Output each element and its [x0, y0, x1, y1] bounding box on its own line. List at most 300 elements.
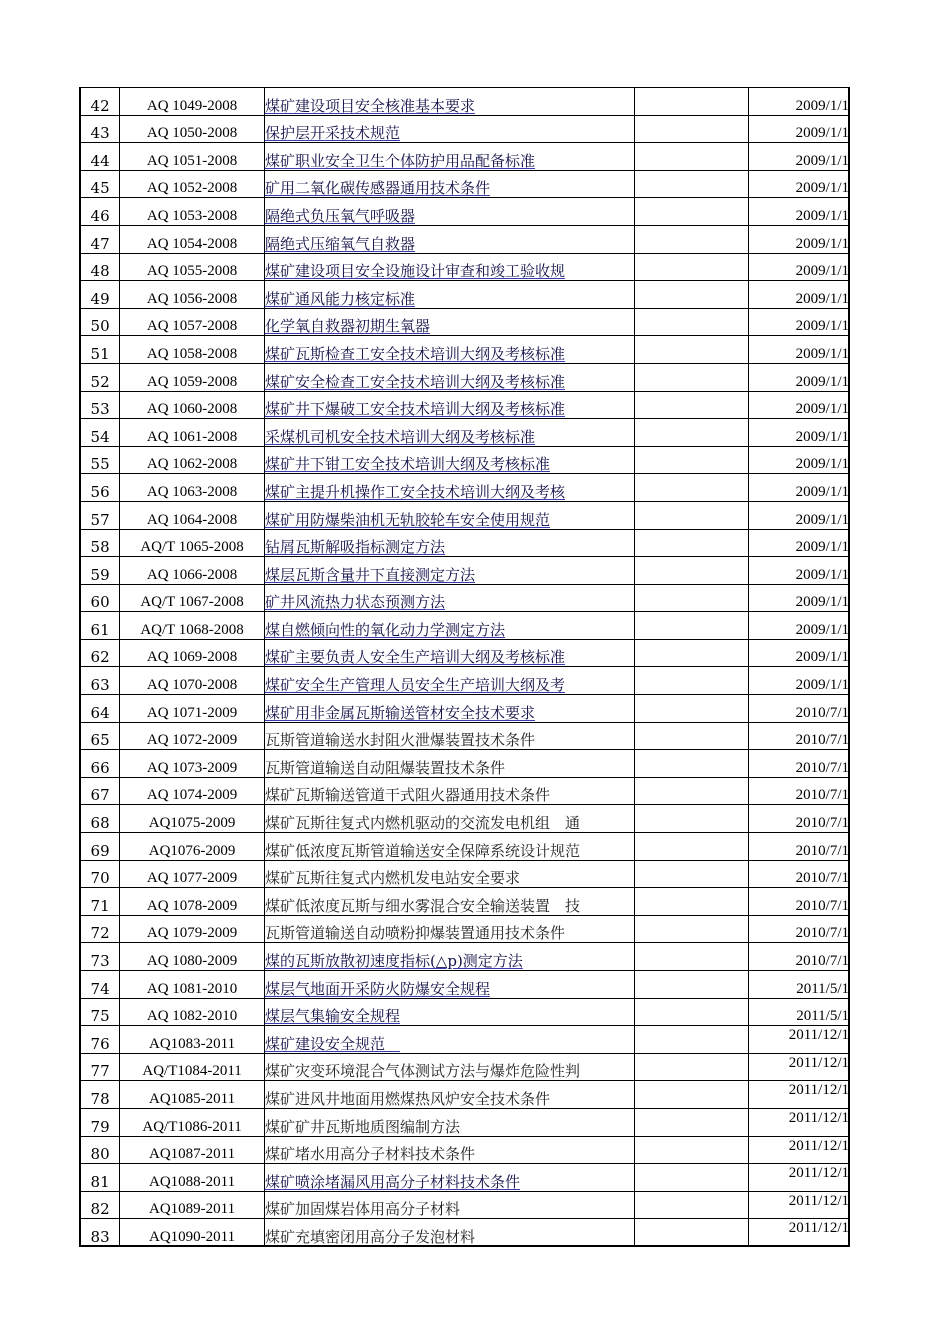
standard-code-cell-text: AQ/T 1068-2008: [140, 621, 244, 638]
row-number-cell-text: 63: [90, 676, 110, 695]
standard-name-cell: [264, 1108, 634, 1136]
standard-code-cell-text: AQ 1050-2008: [146, 125, 238, 142]
effective-date-cell: [749, 474, 850, 502]
row-number-cell-text: 65: [90, 731, 110, 750]
standard-name-link[interactable]: [264, 501, 634, 529]
effective-date-cell: [749, 446, 850, 474]
table-row: [81, 1108, 850, 1136]
standard-name-cell: [264, 1136, 634, 1164]
effective-date-cell: [749, 391, 850, 419]
standards-table: [80, 87, 850, 1247]
standard-code-cell-text: AQ 1066-2008: [146, 566, 238, 583]
empty-cell: [634, 225, 749, 253]
standard-name-link[interactable]: [264, 695, 634, 723]
standard-name-cell: [264, 915, 634, 943]
table-row: [81, 363, 850, 391]
table-row: [81, 750, 850, 778]
standard-name-link[interactable]: [264, 971, 634, 999]
row-number-cell: [81, 198, 120, 226]
effective-date-cell: [749, 860, 850, 888]
row-number-cell: [81, 639, 120, 667]
table-row: [81, 833, 850, 861]
effective-date-cell-text: 2011/12/1: [788, 1192, 849, 1209]
empty-cell: [634, 584, 749, 612]
standard-name-link-text[interactable]: 煤的瓦斯放散初速度指标(△p)测定方法: [264, 952, 523, 970]
table-row: [81, 501, 850, 529]
standard-name-cell-text: 瓦斯管道输送水封阻火泄爆装置技术条件: [264, 731, 535, 750]
table-row: [81, 805, 850, 833]
row-number-cell: [81, 88, 120, 116]
standard-name-link[interactable]: [264, 584, 634, 612]
row-number-cell: [81, 777, 120, 805]
standard-code-cell-text: AQ/T 1065-2008: [140, 539, 244, 556]
standard-name-link-text[interactable]: 矿井风流热力状态预测方法: [264, 593, 445, 612]
standard-name-cell-text: 煤矿瓦斯往复式内燃机驱动的交流发电机组 通: [264, 814, 580, 833]
empty-cell: [634, 888, 749, 916]
row-number-cell: [81, 888, 120, 916]
standard-name-link[interactable]: [264, 115, 634, 143]
standard-code-cell: [120, 557, 265, 585]
empty-cell: [634, 1136, 749, 1164]
effective-date-cell-text: 2009/1/1: [795, 566, 849, 583]
standard-name-link[interactable]: [264, 281, 634, 309]
standard-code-cell-text: AQ1087-2011: [149, 1146, 236, 1163]
row-number-cell-text: 51: [90, 344, 110, 363]
table-row: [81, 115, 850, 143]
standard-name-cell: [264, 750, 634, 778]
standard-name-link[interactable]: [264, 557, 634, 585]
effective-date-cell: [749, 1053, 850, 1081]
effective-date-cell: [749, 971, 850, 999]
standard-name-link-text[interactable]: 保护层开采技术规范: [264, 124, 400, 143]
empty-cell: [634, 88, 749, 116]
standard-name-link-text[interactable]: 煤自燃倾向性的氧化动力学测定方法: [264, 620, 505, 639]
standard-code-cell: [120, 501, 265, 529]
table-row: [81, 998, 850, 1026]
effective-date-cell-text: 2009/1/1: [795, 401, 849, 418]
standard-code-cell: [120, 612, 265, 640]
table-row: [81, 474, 850, 502]
empty-cell: [634, 336, 749, 364]
standard-name-link-text[interactable]: 隔绝式负压氧气呼吸器: [264, 206, 415, 225]
table-row: [81, 612, 850, 640]
standard-name-link[interactable]: [264, 88, 634, 116]
table-row: [81, 419, 850, 447]
empty-cell: [634, 308, 749, 336]
effective-date-cell-text: 2009/1/1: [795, 345, 849, 362]
standard-name-link-text[interactable]: 隔绝式压缩氧气自救器: [264, 234, 415, 253]
row-number-cell-text: 47: [90, 234, 110, 253]
row-number-cell-text: 46: [90, 206, 110, 225]
table-row: [81, 915, 850, 943]
standard-code-cell-text: AQ 1054-2008: [146, 235, 238, 252]
standard-code-cell: [120, 998, 265, 1026]
standard-code-cell-text: AQ1076-2009: [148, 842, 236, 859]
row-number-cell: [81, 446, 120, 474]
standard-code-cell-text: AQ 1062-2008: [146, 456, 238, 473]
row-number-cell-text: 59: [90, 565, 110, 584]
standard-name-link-text[interactable]: 煤矿井下爆破工安全技术培训大纲及考核标准: [264, 400, 565, 419]
standard-name-cell-text: 煤矿堵水用高分子材料技术条件: [264, 1145, 475, 1164]
standard-code-cell: [120, 253, 265, 281]
row-number-cell: [81, 1108, 120, 1136]
empty-cell: [634, 115, 749, 143]
effective-date-cell: [749, 1136, 850, 1164]
row-number-cell: [81, 143, 120, 171]
standard-name-link-text[interactable]: 煤矿主要负责人安全生产培训大纲及考核标准: [264, 648, 565, 667]
standard-name-cell-text: 煤矿进风井地面用燃煤热风炉安全技术条件: [264, 1089, 550, 1108]
standard-code-cell-text: AQ 1055-2008: [146, 263, 238, 280]
empty-cell: [634, 1219, 749, 1247]
table-row: [81, 198, 850, 226]
effective-date-cell: [749, 1219, 850, 1247]
effective-date-cell: [749, 225, 850, 253]
effective-date-cell: [749, 281, 850, 309]
effective-date-cell-text: 2009/1/1: [795, 456, 849, 473]
effective-date-cell: [749, 888, 850, 916]
standard-code-cell-text: AQ 1051-2008: [146, 152, 238, 169]
row-number-cell: [81, 419, 120, 447]
standard-name-link[interactable]: [264, 943, 634, 971]
standard-name-cell: [264, 1053, 634, 1081]
row-number-cell: [81, 1053, 120, 1081]
table-row: [81, 253, 850, 281]
empty-cell: [634, 1164, 749, 1192]
standard-code-cell: [120, 1081, 265, 1109]
standard-code-cell: [120, 1191, 265, 1219]
effective-date-cell-text: 2009/1/1: [795, 125, 849, 142]
row-number-cell: [81, 363, 120, 391]
standard-name-link[interactable]: [264, 446, 634, 474]
standard-name-link[interactable]: [264, 391, 634, 419]
standard-code-cell: [120, 529, 265, 557]
standard-code-cell-text: AQ 1061-2008: [146, 428, 238, 445]
standard-name-link-text[interactable]: 煤矿主提升机操作工安全技术培训大纲及考核: [264, 482, 565, 501]
standard-name-link-text[interactable]: 煤矿用非金属瓦斯输送管材安全技术要求: [264, 703, 535, 722]
effective-date-cell-text: 2009/1/1: [795, 373, 849, 390]
standard-name-cell: [264, 805, 634, 833]
standard-code-cell-text: AQ 1073-2009: [146, 759, 238, 776]
empty-cell: [634, 971, 749, 999]
standard-code-cell: [120, 474, 265, 502]
empty-cell: [634, 1026, 749, 1054]
standard-code-cell: [120, 143, 265, 171]
standard-name-link[interactable]: [264, 998, 634, 1026]
empty-cell: [634, 281, 749, 309]
standard-code-cell-text: AQ 1059-2008: [146, 373, 238, 390]
row-number-cell: [81, 253, 120, 281]
effective-date-cell-text: 2009/1/1: [795, 621, 849, 638]
standard-code-cell: [120, 833, 265, 861]
standard-name-link[interactable]: [264, 308, 634, 336]
standard-code-cell: [120, 695, 265, 723]
empty-cell: [634, 446, 749, 474]
table-row: [81, 281, 850, 309]
row-number-cell: [81, 170, 120, 198]
empty-cell: [634, 419, 749, 447]
standard-name-link[interactable]: [264, 170, 634, 198]
table-row: [81, 225, 850, 253]
standard-name-link-text[interactable]: 煤矿建设项目安全设施设计审查和竣工验收规: [264, 262, 565, 281]
standard-name-link[interactable]: [264, 143, 634, 171]
table-row: [81, 143, 850, 171]
empty-cell: [634, 501, 749, 529]
effective-date-cell: [749, 115, 850, 143]
standard-name-link[interactable]: [264, 363, 634, 391]
standard-code-cell-text: AQ 1056-2008: [146, 290, 238, 307]
standard-name-cell-text: 煤矿低浓度瓦斯管道输送安全保障系统设计规范: [264, 841, 580, 860]
row-number-cell: [81, 529, 120, 557]
effective-date-cell: [749, 639, 850, 667]
empty-cell: [634, 639, 749, 667]
empty-cell: [634, 667, 749, 695]
standard-name-link-text[interactable]: 煤矿安全检查工安全技术培训大纲及考核标准: [264, 372, 565, 391]
row-number-cell: [81, 557, 120, 585]
standard-code-cell: [120, 667, 265, 695]
standard-code-cell: [120, 419, 265, 447]
row-number-cell-text: 49: [90, 289, 110, 308]
standard-name-link-text[interactable]: 煤层气集输安全规程: [264, 1007, 400, 1026]
standard-code-cell-text: AQ 1063-2008: [146, 483, 238, 500]
effective-date-cell-text: 2009/1/1: [795, 649, 849, 666]
row-number-cell-text: 62: [90, 648, 110, 667]
standard-name-link-text[interactable]: 煤矿喷涂堵漏风用高分子材料技术条件: [264, 1172, 520, 1191]
standard-name-cell: [264, 777, 634, 805]
standard-code-cell-text: AQ1075-2009: [148, 815, 236, 832]
standard-code-cell: [120, 336, 265, 364]
standard-code-cell-text: AQ/T 1067-2008: [140, 594, 244, 611]
row-number-cell: [81, 860, 120, 888]
standard-code-cell-text: AQ1088-2011: [149, 1173, 236, 1190]
effective-date-cell: [749, 1164, 850, 1192]
row-number-cell: [81, 474, 120, 502]
table-row: [81, 584, 850, 612]
standard-code-cell: [120, 805, 265, 833]
standard-name-link[interactable]: [264, 639, 634, 667]
standard-name-cell: [264, 1219, 634, 1247]
table-row: [81, 971, 850, 999]
table-row: [81, 1053, 850, 1081]
row-number-cell: [81, 612, 120, 640]
row-number-cell: [81, 915, 120, 943]
effective-date-cell-text: 2009/1/1: [795, 180, 849, 197]
row-number-cell-text: 79: [90, 1117, 110, 1136]
effective-date-cell: [749, 336, 850, 364]
standard-name-cell-text: 煤矿低浓度瓦斯与细水雾混合安全输送装置 技: [264, 896, 580, 915]
row-number-cell-text: 54: [90, 427, 110, 446]
standard-code-cell: [120, 281, 265, 309]
standard-name-link[interactable]: [264, 419, 634, 447]
table-row: [81, 1081, 850, 1109]
standard-name-cell-text: 瓦斯管道输送自动阻爆装置技术条件: [264, 758, 505, 777]
row-number-cell-text: 70: [90, 869, 110, 888]
standard-name-link[interactable]: [264, 225, 634, 253]
standard-name-link[interactable]: [264, 336, 634, 364]
standard-name-cell: [264, 888, 634, 916]
standard-name-link-text[interactable]: 煤矿瓦斯检查工安全技术培训大纲及考核标准: [264, 344, 565, 363]
standard-code-cell-text: AQ 1058-2008: [146, 345, 238, 362]
standard-code-cell: [120, 1026, 265, 1054]
row-number-cell-text: 73: [90, 952, 110, 970]
row-number-cell-text: 68: [90, 814, 110, 833]
effective-date-cell: [749, 943, 850, 971]
table-row: [81, 1026, 850, 1054]
row-number-cell-text: 42: [90, 96, 110, 115]
row-number-cell: [81, 1219, 120, 1247]
effective-date-cell: [749, 1081, 850, 1109]
row-number-cell-text: 45: [90, 179, 110, 198]
table-row: [81, 943, 850, 971]
standard-code-cell-text: AQ 1064-2008: [146, 511, 238, 528]
effective-date-cell-text: 2010/7/1: [795, 815, 849, 832]
standard-code-cell-text: AQ1085-2011: [149, 1090, 236, 1107]
standard-name-cell-text: 煤矿瓦斯往复式内燃机发电站安全要求: [264, 869, 520, 888]
table-row: [81, 308, 850, 336]
standard-name-link-text[interactable]: 煤层瓦斯含量井下直接测定方法: [264, 565, 475, 584]
effective-date-cell-text: 2010/7/1: [795, 897, 849, 914]
row-number-cell: [81, 501, 120, 529]
empty-cell: [634, 474, 749, 502]
standard-name-link-text[interactable]: 煤矿建设项目安全核准基本要求: [264, 96, 475, 115]
row-number-cell: [81, 1164, 120, 1192]
standard-name-link-text[interactable]: 煤矿职业安全卫生个体防护用品配备标准: [264, 151, 535, 170]
standard-name-link-text[interactable]: 采煤机司机安全技术培训大纲及考核标准: [264, 427, 535, 446]
standard-name-link[interactable]: [264, 612, 634, 640]
standard-name-link[interactable]: [264, 529, 634, 557]
standard-code-cell-text: AQ 1082-2010: [146, 1008, 238, 1025]
effective-date-cell-text: 2011/12/1: [788, 1109, 849, 1126]
effective-date-cell: [749, 667, 850, 695]
empty-cell: [634, 557, 749, 585]
standard-code-cell-text: AQ 1077-2009: [146, 870, 238, 887]
standard-name-link-text[interactable]: 化学氧自救器初期生氧器: [264, 317, 430, 336]
effective-date-cell-text: 2011/12/1: [788, 1137, 849, 1154]
empty-cell: [634, 170, 749, 198]
effective-date-cell: [749, 363, 850, 391]
row-number-cell-text: 61: [90, 620, 110, 639]
effective-date-cell-text: 2009/1/1: [795, 539, 849, 556]
effective-date-cell: [749, 833, 850, 861]
row-number-cell: [81, 391, 120, 419]
standard-code-cell-text: AQ1089-2011: [149, 1201, 236, 1218]
row-number-cell-text: 76: [90, 1034, 110, 1053]
effective-date-cell: [749, 750, 850, 778]
effective-date-cell-text: 2009/1/1: [795, 677, 849, 694]
row-number-cell: [81, 1081, 120, 1109]
standard-code-cell: [120, 971, 265, 999]
row-number-cell-text: 43: [90, 124, 110, 143]
effective-date-cell: [749, 695, 850, 723]
row-number-cell: [81, 336, 120, 364]
standard-name-link-text[interactable]: 煤矿用防爆柴油机无轨胶轮车安全使用规范: [264, 510, 550, 529]
standard-name-link[interactable]: [264, 198, 634, 226]
standard-name-cell-text: 煤矿矿井瓦斯地质图编制方法: [264, 1117, 460, 1136]
effective-date-cell: [749, 419, 850, 447]
effective-date-cell-text: 2009/1/1: [795, 97, 849, 114]
standard-code-cell: [120, 446, 265, 474]
standard-code-cell: [120, 915, 265, 943]
standard-name-link[interactable]: [264, 667, 634, 695]
standard-name-cell-text: 煤矿加固煤岩体用高分子材料: [264, 1200, 460, 1219]
row-number-cell: [81, 1136, 120, 1164]
empty-cell: [634, 1191, 749, 1219]
standard-name-link[interactable]: [264, 1026, 634, 1054]
table-row: [81, 722, 850, 750]
empty-cell: [634, 998, 749, 1026]
empty-cell: [634, 391, 749, 419]
standards-sheet: [80, 87, 850, 1247]
effective-date-cell-text: 2010/7/1: [795, 870, 849, 887]
standard-code-cell: [120, 777, 265, 805]
effective-date-cell: [749, 1108, 850, 1136]
standard-name-cell: [264, 722, 634, 750]
standard-name-cell: [264, 860, 634, 888]
effective-date-cell: [749, 722, 850, 750]
standard-code-cell-text: AQ 1049-2008: [146, 97, 238, 114]
row-number-cell: [81, 722, 120, 750]
table-row: [81, 557, 850, 585]
standard-name-link-text[interactable]: 煤层气地面开采防火防爆安全规程: [264, 979, 490, 998]
effective-date-cell-text: 2011/12/1: [788, 1220, 849, 1237]
standard-name-link-text[interactable]: 煤矿通风能力核定标准: [264, 289, 415, 308]
standard-code-cell-text: AQ 1080-2009: [146, 953, 238, 969]
standard-name-link-text[interactable]: 煤矿井下钳工安全技术培训大纲及考核标准: [264, 455, 550, 474]
effective-date-cell: [749, 998, 850, 1026]
table-row: [81, 667, 850, 695]
row-number-cell: [81, 998, 120, 1026]
standard-name-link-text[interactable]: 煤矿安全生产管理人员安全生产培训大纲及考: [264, 676, 565, 695]
standard-name-cell-text: 煤矿灾变环境混合气体测试方法与爆炸危险性判: [264, 1062, 580, 1081]
effective-date-cell-text: 2009/1/1: [795, 594, 849, 611]
row-number-cell-text: 71: [90, 896, 110, 915]
empty-cell: [634, 253, 749, 281]
standard-code-cell: [120, 88, 265, 116]
empty-cell: [634, 1053, 749, 1081]
row-number-cell-text: 52: [90, 372, 110, 391]
effective-date-cell-text: 2009/1/1: [795, 207, 849, 224]
effective-date-cell-text: 2009/1/1: [795, 263, 849, 280]
empty-cell: [634, 695, 749, 723]
standard-name-cell: [264, 1081, 634, 1109]
effective-date-cell: [749, 501, 850, 529]
row-number-cell: [81, 281, 120, 309]
standard-name-link[interactable]: [264, 253, 634, 281]
row-number-cell-text: 44: [90, 151, 110, 170]
effective-date-cell-text: 2009/1/1: [795, 152, 849, 169]
standard-name-link-text[interactable]: 钻屑瓦斯解吸指标测定方法: [264, 538, 445, 557]
standard-code-cell: [120, 391, 265, 419]
standard-code-cell-text: AQ 1074-2009: [146, 787, 238, 804]
standard-code-cell-text: AQ 1060-2008: [146, 401, 238, 418]
standard-code-cell: [120, 363, 265, 391]
effective-date-cell-text: 2010/7/1: [795, 787, 849, 804]
standard-name-link[interactable]: [264, 474, 634, 502]
empty-cell: [634, 777, 749, 805]
effective-date-cell-text: 2010/7/1: [795, 732, 849, 749]
standard-code-cell-text: AQ 1079-2009: [146, 925, 238, 942]
standard-name-link-text[interactable]: 矿用二氧化碳传感器通用技术条件: [264, 179, 490, 198]
effective-date-cell: [749, 1191, 850, 1219]
effective-date-cell-text: 2009/1/1: [795, 511, 849, 528]
standard-name-link-text[interactable]: 煤矿建设安全规范: [264, 1034, 400, 1053]
standard-name-link[interactable]: [264, 1164, 634, 1192]
standard-code-cell: [120, 1053, 265, 1081]
row-number-cell: [81, 943, 120, 971]
row-number-cell: [81, 225, 120, 253]
standard-name-cell: [264, 1191, 634, 1219]
empty-cell: [634, 1081, 749, 1109]
effective-date-cell: [749, 557, 850, 585]
